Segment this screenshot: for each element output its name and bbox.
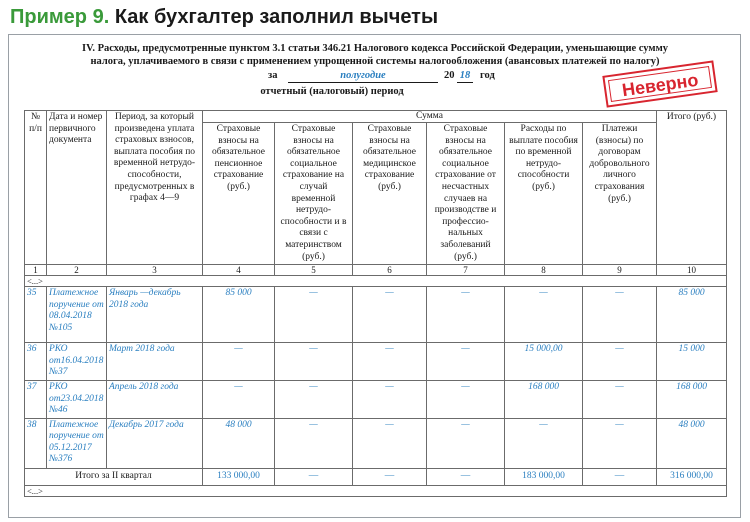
row-document: РКО от16.04.2018 №37 <box>47 343 107 381</box>
row-document: Платежное поручение от 08.04.2018 №105 <box>47 287 107 343</box>
totals-accident: — <box>427 468 505 485</box>
column-numbers-row <box>25 265 727 276</box>
totals-social: — <box>275 468 353 485</box>
section-heading-line2: налога, уплачиваемого в связи с применением упрощенной системы налогообложения (авансовых платежей по налогу) <box>90 56 660 67</box>
row-social: — <box>275 380 353 418</box>
column-number: 6 <box>353 265 427 276</box>
deductions-table <box>24 110 727 497</box>
row-pension: 85 000 <box>203 287 275 343</box>
col-header-doc: Дата и номер первичного документа <box>47 111 107 265</box>
row-period: Апрель 2018 года <box>107 380 203 418</box>
col-header-sum: Сумма <box>203 111 657 123</box>
column-number: 3 <box>107 265 203 276</box>
table-row <box>25 418 727 468</box>
row-social: — <box>275 287 353 343</box>
totals-label: Итого за II квартал <box>25 468 203 485</box>
row-medical: — <box>353 418 427 468</box>
row-pension: — <box>203 343 275 381</box>
row-social: — <box>275 343 353 381</box>
row-voluntary: — <box>583 380 657 418</box>
column-number: 1 <box>25 265 47 276</box>
row-number: 35 <box>25 287 47 343</box>
row-accident: — <box>427 380 505 418</box>
row-accident: — <box>427 418 505 468</box>
row-voluntary: — <box>583 343 657 381</box>
period-za-label: за <box>268 70 278 81</box>
row-period: Март 2018 года <box>107 343 203 381</box>
totals-sick-pay: 183 000,00 <box>505 468 583 485</box>
row-pension: — <box>203 380 275 418</box>
column-number: 4 <box>203 265 275 276</box>
row-social: — <box>275 418 353 468</box>
example-number: Пример 9. <box>10 6 110 28</box>
column-number: 7 <box>427 265 505 276</box>
col-header-num: № п/п <box>25 111 47 265</box>
page-title <box>10 6 438 29</box>
omission-row-top <box>25 276 727 287</box>
row-medical: — <box>353 287 427 343</box>
row-document: Платежное поручение от 05.12.2017 №376 <box>47 418 107 468</box>
col-header-total: Итого (руб.) <box>657 111 727 265</box>
col-header-social: Страховые взносы на обязательное социальное страхование на случай временной нетрудо-способности и в связи с материнством (руб.) <box>275 123 353 265</box>
totals-voluntary: — <box>583 468 657 485</box>
row-number: 37 <box>25 380 47 418</box>
row-medical: — <box>353 343 427 381</box>
row-sick-pay: 15 000,00 <box>505 343 583 381</box>
table-row <box>25 287 727 343</box>
wrong-stamp: Неверно <box>602 60 717 107</box>
row-total: 168 000 <box>657 380 727 418</box>
column-number: 2 <box>47 265 107 276</box>
totals-medical: — <box>353 468 427 485</box>
example-title: Как бухгалтер заполнил вычеты <box>114 6 439 28</box>
year-value-field: 18 <box>457 70 473 83</box>
col-header-voluntary: Платежи (взносы) по договорам добровольного личного страхования (руб.) <box>583 123 657 265</box>
section-heading-line1: IV. Расходы, предусмотренные пунктом 3.1 статьи 346.21 Налогового кодекса Российской Федерации, уменьшающие сумму <box>82 43 668 54</box>
column-number: 5 <box>275 265 353 276</box>
row-sick-pay: 168 000 <box>505 380 583 418</box>
row-accident: — <box>427 343 505 381</box>
row-total: 15 000 <box>657 343 727 381</box>
period-value-field: полугодие <box>288 70 438 83</box>
table-row <box>25 380 727 418</box>
col-header-pension: Страховые взносы на обязательное пенсионное страхование (руб.) <box>203 123 275 265</box>
row-pension: 48 000 <box>203 418 275 468</box>
column-number: 8 <box>505 265 583 276</box>
row-sick-pay: — <box>505 287 583 343</box>
row-total: 85 000 <box>657 287 727 343</box>
col-header-medical: Страховые взносы на обязательное медицинское страхование (руб.) <box>353 123 427 265</box>
year-suffix: год <box>480 70 495 81</box>
row-period: Январь —декабрь 2018 года <box>107 287 203 343</box>
row-voluntary: — <box>583 418 657 468</box>
col-header-period: Период, за который произведена уплата страховых взносов, выплата пособия по временной нетрудо-способности, предусмотренных в графах 4—9 <box>107 111 203 265</box>
row-voluntary: — <box>583 287 657 343</box>
table-row <box>25 343 727 381</box>
row-sick-pay: — <box>505 418 583 468</box>
totals-pension: 133 000,00 <box>203 468 275 485</box>
omission-marker: <...> <box>25 276 727 287</box>
row-number: 38 <box>25 418 47 468</box>
row-period: Декабрь 2017 года <box>107 418 203 468</box>
year-prefix: 20 <box>444 70 455 81</box>
period-caption-text: отчетный (налоговый) период <box>260 86 404 97</box>
omission-row-bottom <box>25 485 727 496</box>
col-header-accident: Страховые взносы на обязательное социальное страхование от несчастных случаев на производстве и профессио-нальных заболеваний (руб.) <box>427 123 505 265</box>
row-total: 48 000 <box>657 418 727 468</box>
row-document: РКО от23.04.2018 №46 <box>47 380 107 418</box>
column-number: 9 <box>583 265 657 276</box>
column-number: 10 <box>657 265 727 276</box>
totals-row <box>25 468 727 485</box>
row-number: 36 <box>25 343 47 381</box>
totals-total: 316 000,00 <box>657 468 727 485</box>
col-header-sick-pay: Расходы по выплате пособия по временной нетрудо-способности (руб.) <box>505 123 583 265</box>
row-accident: — <box>427 287 505 343</box>
row-medical: — <box>353 380 427 418</box>
omission-marker: <...> <box>25 485 727 496</box>
